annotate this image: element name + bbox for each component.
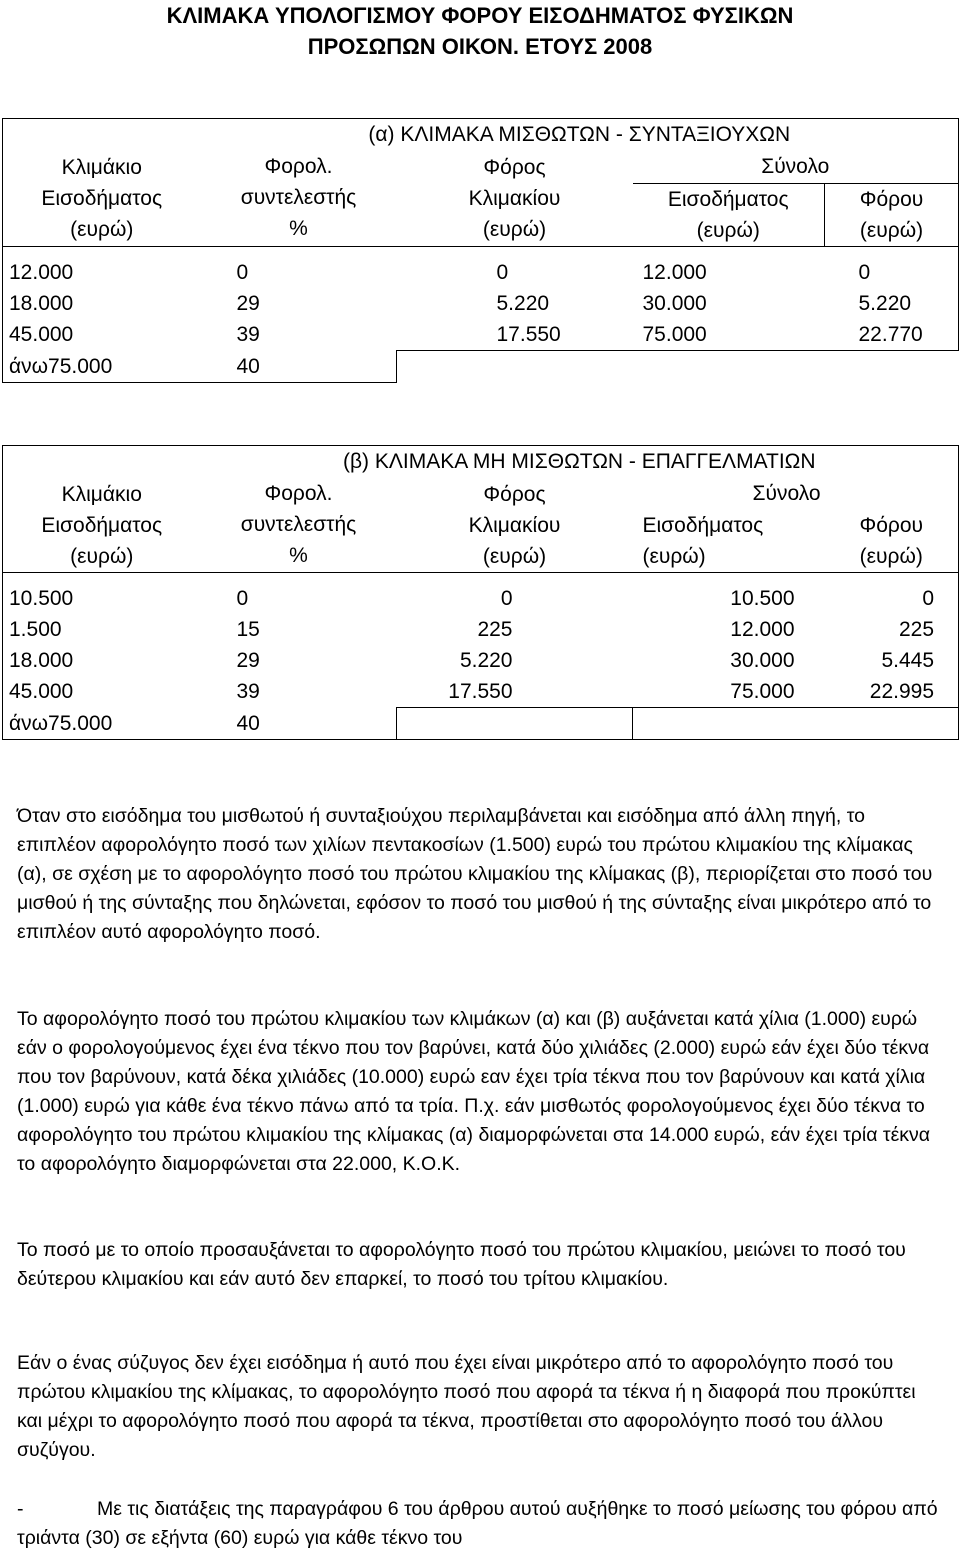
table-row: άνω75.000 40 (3, 708, 959, 740)
paragraph-4: Εάν ο ένας σύζυγος δεν έχει εισόδημα ή αυτό που έχει είναι μικρότερο από το αφορολόγητο ποσό του πρώτου κλιμακίου της κλίμακας, το αφορολόγητο ποσό που αφορά τα τέκνα ή η διαφορά που προκύπτει και μέχρι το αφορολόγητο ποσό που αφορά τα τέκνα, προστίθεται στο αφορολόγητο ποσό του άλλου συζύγου. (17, 1352, 916, 1461)
header-synolo: Σύνολο (633, 151, 959, 184)
header-foros: Φόρος Κλιμακίου (ευρώ) (397, 478, 633, 573)
table-a (2, 118, 959, 383)
header-syntelestis: Φορολ. συντελεστής % (201, 151, 397, 247)
header-forou: Φόρου (ευρώ) (825, 184, 959, 247)
header-synolo: Σύνολο (633, 478, 959, 510)
table-row: 45.000 39 17.550 75.000 22.995 (3, 676, 959, 708)
table-b (2, 445, 959, 740)
paragraph-1: Όταν στο εισόδημα του μισθωτού ή συνταξιούχου περιλαμβάνεται και εισόδημα από άλλη πηγή, το επιπλέον αφορολόγητο ποσό των χιλίων πεντακοσίων (1.500) ευρώ του πρώτου κλιμακίου της κλίμακας (α), σε σχέση με το αφορολόγητο ποσό του πρώτου κλιμακίου της κλίμακας (β), περιορίζεται στο ποσό του μισθού ή της σύνταξης που δηλώνεται, εφόσον το ποσό του μισθού ή της σύνταξης είναι μικρότερο από το επιπλέον αυτό αφορολόγητο ποσό. (17, 805, 933, 943)
title-line-1: ΚΛΙΜΑΚΑ ΥΠΟΛΟΓΙΣΜΟΥ ΦΟΡΟΥ ΕΙΣΟΔΗΜΑΤΟΣ ΦΥΣΙΚΩΝ (166, 3, 794, 28)
header-eisodimatos: Εισοδήματος (ευρώ) (633, 184, 825, 247)
table-a-caption: (α) ΚΛΙΜΑΚΑ ΜΙΣΘΩΤΩΝ - ΣΥΝΤΑΞΙΟΥΧΩΝ (201, 119, 959, 152)
table-row: 18.000 29 5.220 30.000 5.445 (3, 645, 959, 676)
header-foros: Φόρος Κλιμακίου (ευρώ) (397, 151, 633, 247)
table-row: 1.500 15 225 12.000 225 (3, 614, 959, 645)
table-row: 12.000 0 0 12.000 0 (3, 257, 959, 288)
table-row: άνω75.000 40 (3, 351, 959, 383)
table-row: 18.000 29 5.220 30.000 5.220 (3, 288, 959, 319)
table-b-caption: (β) ΚΛΙΜΑΚΑ ΜΗ ΜΙΣΘΩΤΩΝ - ΕΠΑΓΓΕΛΜΑΤΙΩΝ (201, 446, 959, 479)
header-eisodimatos: Εισοδήματος (ευρώ) (633, 510, 825, 573)
page-title (0, 0, 960, 62)
paragraph-5 (17, 1495, 941, 1553)
title-line-2: ΠΡΟΣΩΠΩΝ ΟΙΚΟΝ. ΕΤΟΥΣ 2008 (307, 34, 653, 59)
paragraph-3: Το ποσό με το οποίο προσαυξάνεται το αφορολόγητο ποσό του πρώτου κλιμακίου, μειώνει το ποσό του δεύτερου κλιμακίου και εάν αυτό δεν επαρκεί, το ποσό του τρίτου κλιμακίου. (17, 1239, 906, 1290)
header-syntelestis: Φορολ. συντελεστής % (201, 478, 397, 573)
header-klimakio: Κλιμάκιο Εισοδήματος (ευρώ) (3, 151, 201, 247)
paragraph-2: Το αφορολόγητο ποσό του πρώτου κλιμακίου των κλιμάκων (α) και (β) αυξάνεται κατά χίλια (1.000) ευρώ εάν ο φορολογούμενος έχει ένα τέκνο που τον βαρύνει, κατά δύο χιλιάδες (2.000) ευρώ εάν έχει δύο τέκνα που τον βαρύνουν, κατά δέκα χιλιάδες (10.000) ευρώ εαν έχει τρία τέκνα που τον βαρύνουν και κατά χίλια (1.000) ευρώ για κάθε ένα τέκνο πάνω από τα τρία. Π.χ. εάν μισθωτός φορολογούμενος έχει δύο τέκνα το αφορολόγητο του πρώτου κλιμακίου της κλίμακας (α) διαμορφώνεται στα 14.000 ευρώ, εάν έχει τρία τέκνα το αφορολόγητο διαμορφώνεται στα 22.000, Κ.Ο.Κ. (17, 1008, 931, 1175)
paragraph-5-text: Με τις διατάξεις της παραγράφου 6 του άρθρου αυτού αυξήθηκε το ποσό μείωσης του φόρου από τριάντα (30) σε εξήντα (60) ευρώ για κάθε τέκνο του (17, 1498, 938, 1549)
list-dash: - (17, 1498, 24, 1520)
header-klimakio: Κλιμάκιο Εισοδήματος (ευρώ) (3, 478, 201, 573)
table-row: 10.500 0 0 10.500 0 (3, 583, 959, 614)
table-row: 45.000 39 17.550 75.000 22.770 (3, 319, 959, 351)
header-forou: Φόρου (ευρώ) (825, 510, 959, 573)
